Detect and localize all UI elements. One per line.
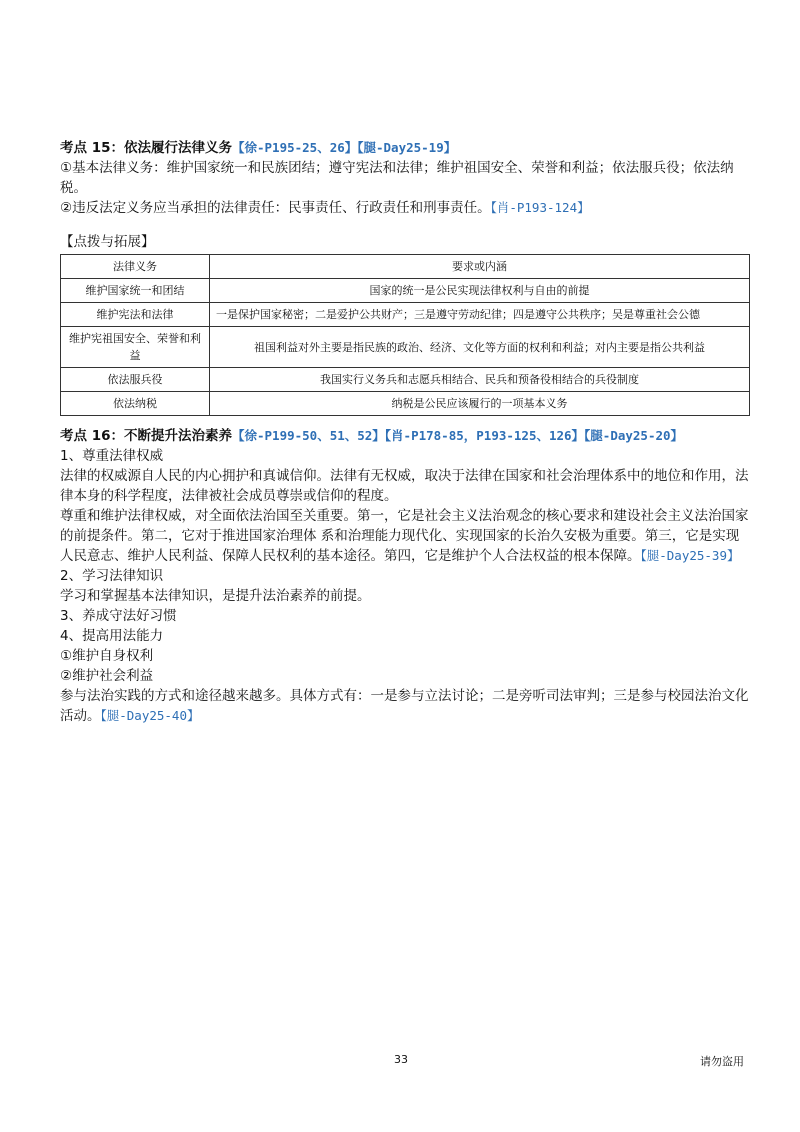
table-cell: 依法纳税 bbox=[61, 392, 210, 416]
liabilities-ref: 【肖-P193-124】 bbox=[490, 200, 590, 215]
table-cell: 维护宪祖国安全、荣誉和利益 bbox=[61, 327, 210, 368]
paragraph-ref: 【腿-Day25-39】 bbox=[640, 548, 740, 563]
section-15-duties: ①基本法律义务：维护国家统一和民族团结；遵守宪法和法律；维护祖国安全、荣誉和利益；依法服兵役；依法纳税。 bbox=[60, 160, 734, 196]
section-16-heading bbox=[60, 426, 750, 446]
table-header: 法律义务 bbox=[61, 255, 210, 279]
subsection-heading: 3、养成守法好习惯 bbox=[60, 608, 177, 624]
liabilities-text: ②违反法定义务应当承担的法律责任：民事责任、行政责任和刑事责任。 bbox=[60, 200, 491, 216]
table-cell: 纳税是公民应该履行的一项基本义务 bbox=[210, 392, 750, 416]
table-caption: 【点拨与拓展】 bbox=[60, 234, 155, 250]
table-header: 要求或内涵 bbox=[210, 255, 750, 279]
paragraph-text: 尊重和维护法律权威，对全面依法治国至关重要。第一，它是社会主义法治观念的核心要求和建设社会主义法治国家的前提条件。第二，它对于推进国家治理体 系和治理能力现代化、实现国家的长治久安极为重要。第三，它是实现人民意志、维护人民利益、保障人民权利的基本途径。第四，它是维护个人合法权益的根本保障。 bbox=[60, 508, 749, 564]
section-16-title: 考点 16：不断提升法治素养 bbox=[60, 428, 232, 444]
document-body bbox=[60, 138, 750, 726]
duties-table bbox=[60, 254, 750, 416]
table-row bbox=[61, 327, 750, 368]
section-16-refs: 【徐-P199-50、51、52】【肖-P178-85，P193-125、126】【腿-Day25-20】 bbox=[232, 428, 684, 443]
table-cell: 维护宪法和法律 bbox=[61, 303, 210, 327]
section-15-heading bbox=[60, 138, 750, 158]
table-cell: 祖国利益对外主要是指民族的政治、经济、文化等方面的权利和利益；对内主要是指公共利益 bbox=[210, 327, 750, 368]
table-cell: 维护国家统一和团结 bbox=[61, 279, 210, 303]
table-header-row bbox=[61, 255, 750, 279]
paragraph bbox=[60, 686, 750, 726]
table-cell: 依法服兵役 bbox=[61, 368, 210, 392]
table-row bbox=[61, 368, 750, 392]
paragraph-ref: 【腿-Day25-40】 bbox=[100, 708, 200, 723]
table-cell: 我国实行义务兵和志愿兵相结合、民兵和预备役相结合的兵役制度 bbox=[210, 368, 750, 392]
list-item: ②维护社会利益 bbox=[60, 668, 154, 684]
subsection-heading: 2、学习法律知识 bbox=[60, 568, 164, 584]
table-cell: 一是保护国家秘密；二是爱护公共财产；三是遵守劳动纪律；四是遵守公共秩序；吴是尊重社会公德 bbox=[210, 303, 750, 327]
paragraph: 学习和掌握基本法律知识，是提升法治素养的前提。 bbox=[60, 588, 371, 604]
section-15-title: 考点 15：依法履行法律义务 bbox=[60, 140, 232, 156]
page-number: 33 bbox=[394, 1053, 408, 1066]
paragraph: 法律的权威源自人民的内心拥护和真诚信仰。法律有无权威，取决于法律在国家和社会治理体系中的地位和作用，法律本身的科学程度，法律被社会成员尊崇或信仰的程度。 bbox=[60, 468, 749, 504]
section-15-liabilities bbox=[60, 198, 750, 218]
table-cell: 国家的统一是公民实现法律权利与自由的前提 bbox=[210, 279, 750, 303]
list-item: ①维护自身权利 bbox=[60, 648, 154, 664]
footer-note: 请勿盗用 bbox=[700, 1055, 744, 1068]
table-row bbox=[61, 303, 750, 327]
table-row bbox=[61, 279, 750, 303]
paragraph-text: 参与法治实践的方式和途径越来越多。具体方式有：一是参与立法讨论；二是旁听司法审判；三是参与校园法治文化活动。 bbox=[60, 688, 749, 724]
subsection-heading: 4、提高用法能力 bbox=[60, 628, 164, 644]
subsection-heading: 1、尊重法律权威 bbox=[60, 448, 164, 464]
table-row bbox=[61, 392, 750, 416]
paragraph bbox=[60, 506, 750, 566]
section-15-refs: 【徐-P195-25、26】【腿-Day25-19】 bbox=[232, 140, 457, 155]
